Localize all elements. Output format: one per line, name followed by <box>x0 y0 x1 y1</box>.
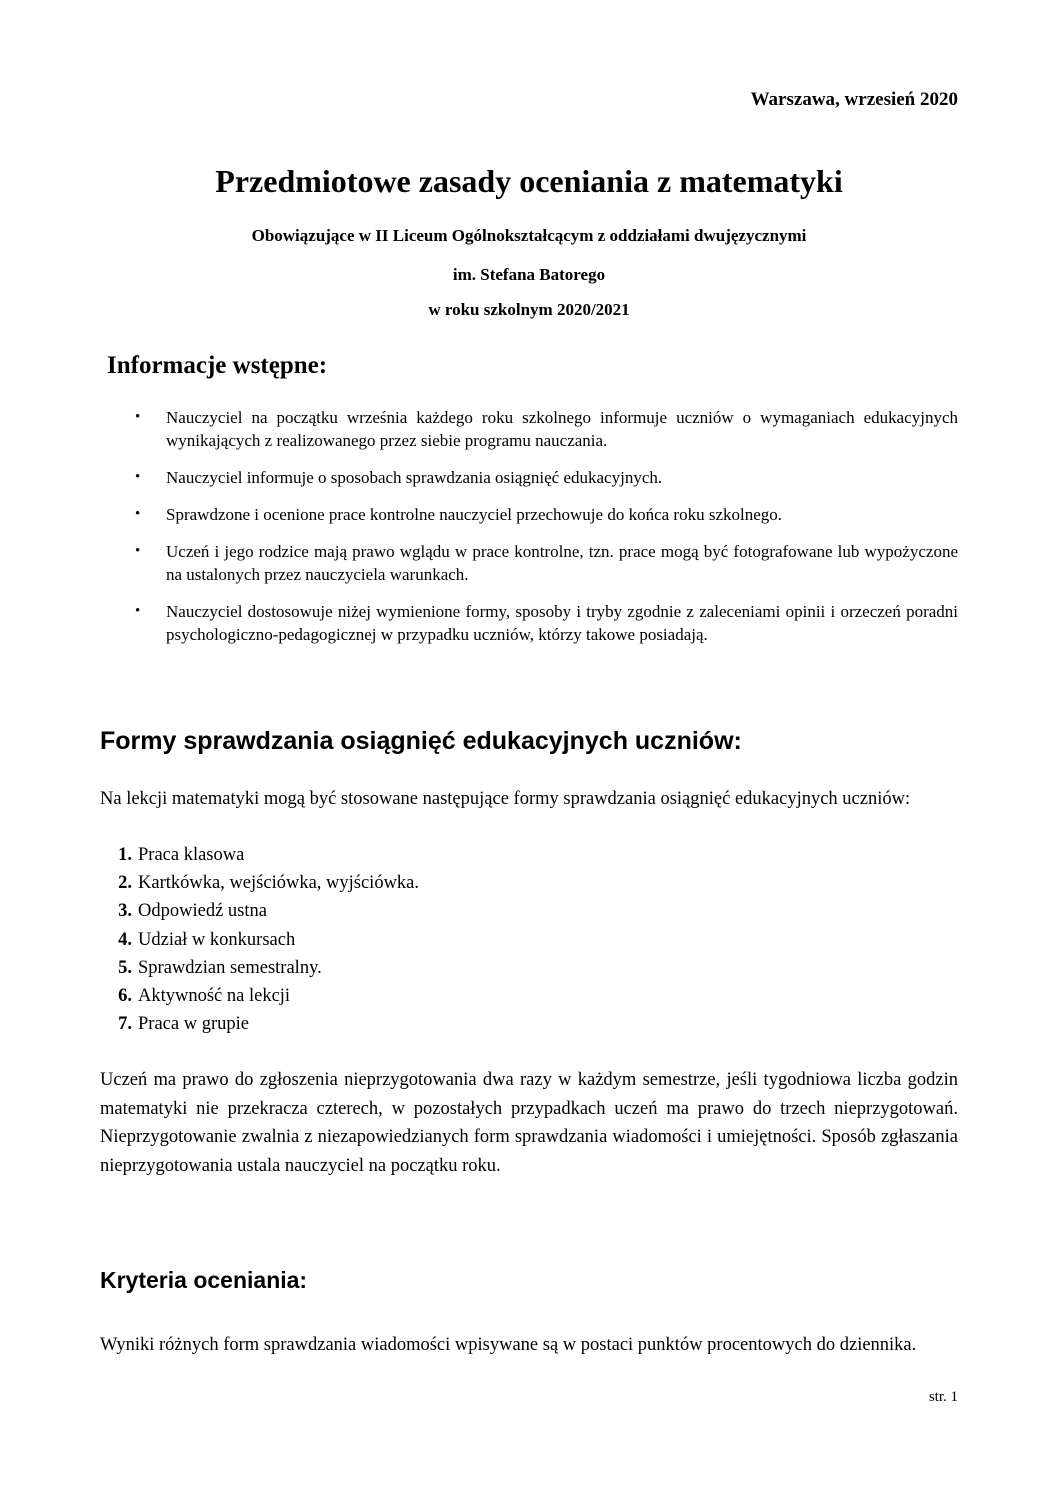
list-item <box>100 869 419 897</box>
criteria-paragraph: Wyniki różnych form sprawdzania wiadomości wpisywane są w postaci punktów procentowych do dziennika. <box>100 1335 917 1355</box>
list-item-text: Kartkówka, wejściówka, wyjściówka. <box>138 873 420 894</box>
list-item <box>100 1010 419 1038</box>
date-line: Warszawa, wrzesień 2020 <box>750 89 958 110</box>
list-item <box>130 406 958 452</box>
bullet-icon: • <box>135 543 141 559</box>
list-item-text: Sprawdzian semestralny. <box>138 957 322 978</box>
list-item <box>130 600 958 646</box>
list-item-text: Praca w grupie <box>138 1014 249 1035</box>
intro-heading: Informacje wstępne: <box>107 352 328 379</box>
list-item <box>100 982 419 1010</box>
list-item-text: Aktywność na lekcji <box>138 986 291 1007</box>
list-item <box>130 466 958 489</box>
forms-numbered-list <box>100 841 419 1038</box>
list-item <box>100 841 419 869</box>
forms-heading: Formy sprawdzania osiągnięć edukacyjnych uczniów: <box>100 727 742 755</box>
bullet-icon: • <box>135 409 141 425</box>
list-number: 2. <box>118 873 132 894</box>
list-item-text: Uczeń i jego rodzice mają prawo wglądu w prace kontrolne, tzn. prace mogą być fotografowane lub wypożyczone na ustalonych przez nauczyciela warunkach. <box>166 542 958 584</box>
list-number: 4. <box>118 929 132 950</box>
list-item <box>100 926 419 954</box>
list-item-text: Odpowiedź ustna <box>138 901 267 922</box>
list-item-text: Nauczyciel informuje o sposobach sprawdzania osiągnięć edukacyjnych. <box>166 468 663 487</box>
list-item-text: Sprawdzone i ocenione prace kontrolne nauczyciel przechowuje do końca roku szkolnego. <box>166 505 783 524</box>
page-number: str. 1 <box>928 1389 958 1405</box>
list-item <box>130 540 958 586</box>
bullet-icon: • <box>135 506 141 522</box>
list-number: 1. <box>118 845 132 865</box>
document-title: Przedmiotowe zasady oceniania z matematyki <box>215 163 843 199</box>
forms-intro-paragraph: Na lekcji matematyki mogą być stosowane następujące formy sprawdzania osiągnięć edukacyjnych uczniów: <box>100 789 911 809</box>
list-item-text: Nauczyciel na początku września każdego roku szkolnego informuje uczniów o wymaganiach edukacyjnych wynikających z realizowanego przez siebie programu nauczania. <box>166 408 958 450</box>
list-item-text: Nauczyciel dostosowuje niżej wymienione formy, sposoby i tryby zgodnie z zaleceniami opinii i orzeczeń poradni psychologiczno-pedagogicznej w przypadku uczniów, którzy takowe posiadają. <box>166 602 958 644</box>
list-item-text: Udział w konkursach <box>138 929 296 950</box>
criteria-heading: Kryteria oceniania: <box>100 1267 308 1293</box>
list-number: 5. <box>118 957 132 978</box>
list-item <box>100 954 419 982</box>
list-number: 7. <box>118 1014 132 1035</box>
bullet-icon: • <box>135 469 141 485</box>
list-item <box>100 897 419 925</box>
unpreparedness-paragraph: Uczeń ma prawo do zgłoszenia nieprzygotowania dwa razy w każdym semestrze, jeśli tygodniowa liczba godzin matematyki nie przekracza czterech, w pozostałych przypadkach uczeń ma prawo do trzech nieprzygotowań. Nieprzygotowanie zwalnia z niezapowiedzianych form sprawdzania wiadomości i umiejętności. Sposób zgłaszania nieprzygotowania ustala nauczyciel na początku roku. <box>100 1070 958 1176</box>
intro-bullet-list <box>130 406 958 660</box>
list-number: 6. <box>118 986 132 1007</box>
bullet-icon: • <box>135 603 141 619</box>
list-number: 3. <box>118 901 132 922</box>
list-item-text: Praca klasowa <box>138 845 245 865</box>
subtitle-school: Obowiązujące w II Liceum Ogólnokształcącym z oddziałami dwujęzycznymi <box>251 226 807 245</box>
subtitle-school-year: w roku szkolnym 2020/2021 <box>428 300 630 319</box>
subtitle-patron: im. Stefana Batorego <box>452 265 606 284</box>
list-item <box>130 503 958 526</box>
